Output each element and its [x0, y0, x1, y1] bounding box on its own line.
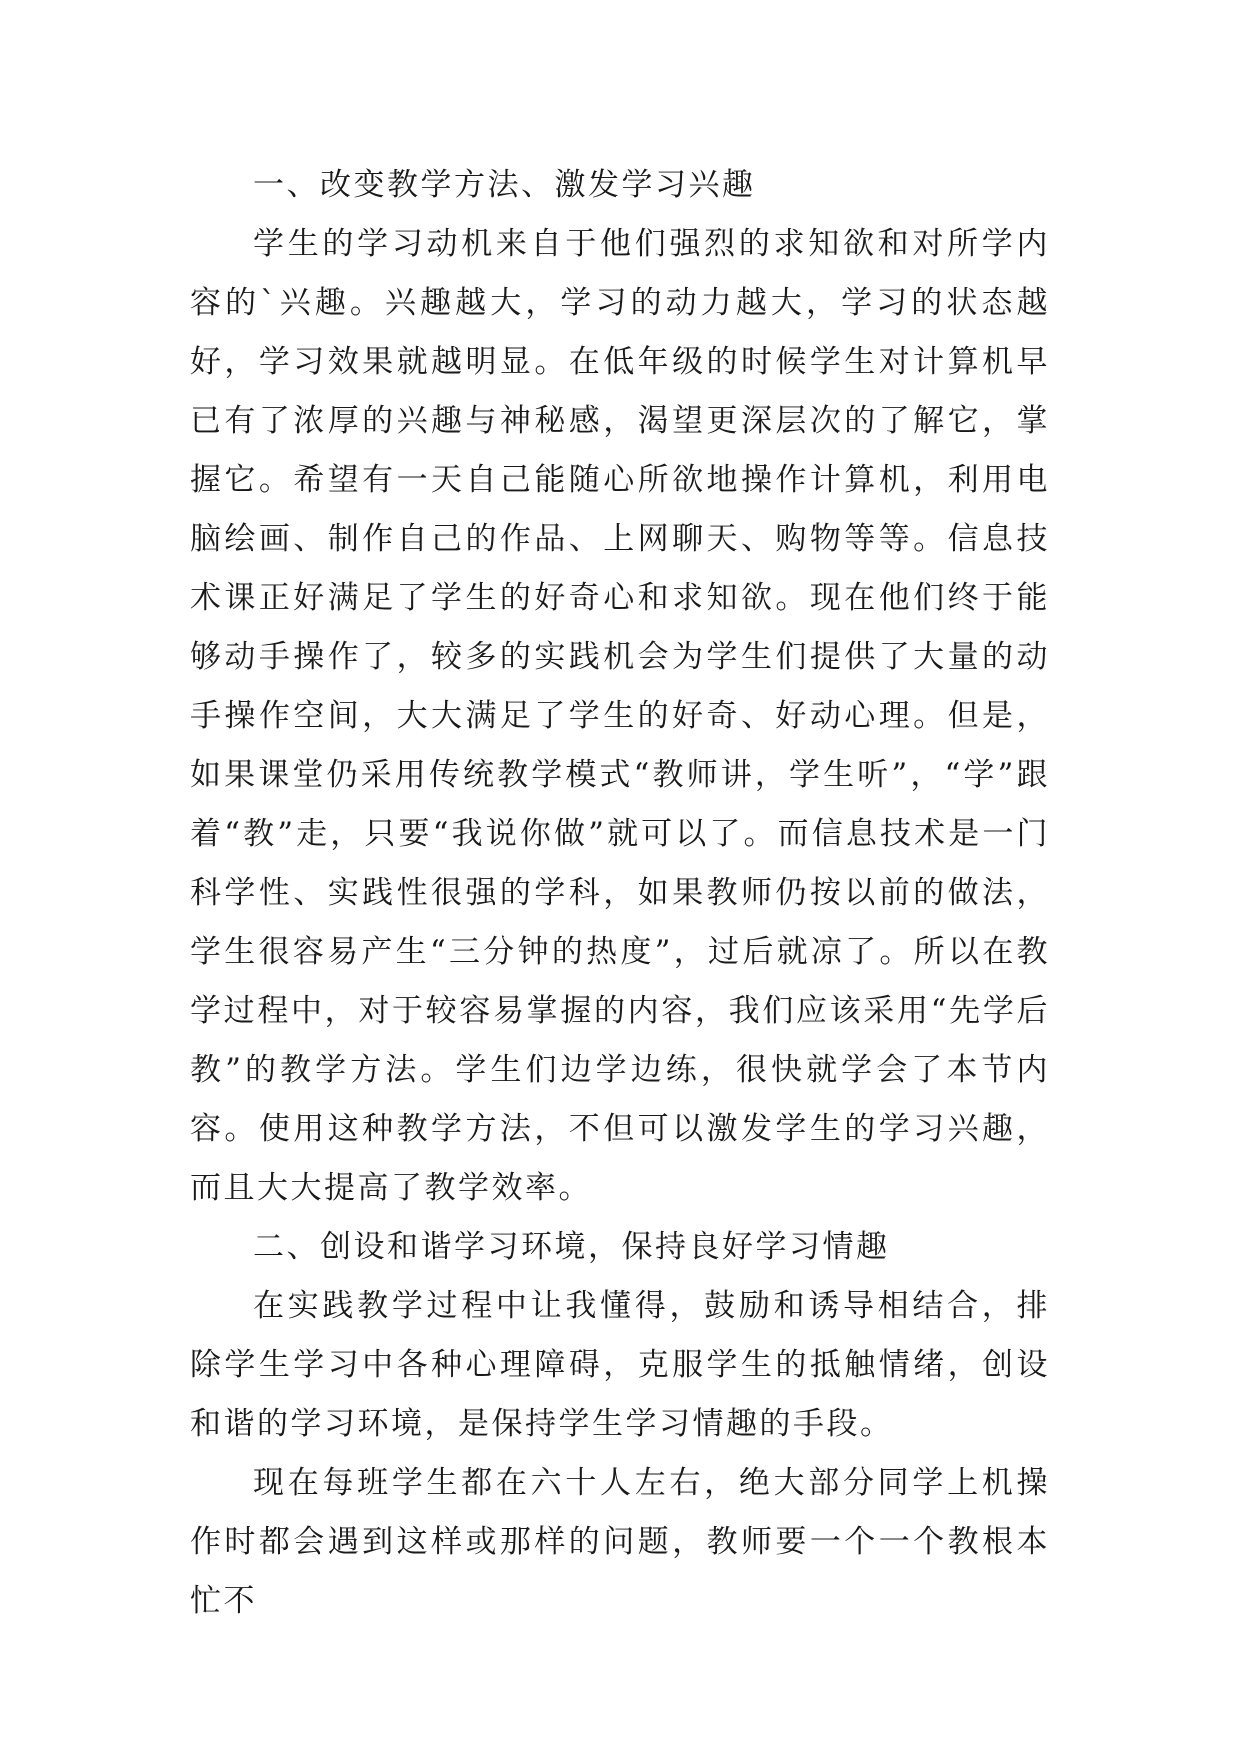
- section-heading-2: 二、创设和谐学习环境，保持良好学习情趣: [253, 1229, 890, 1265]
- section-heading-1: 一、改变教学方法、激发学习兴趣: [253, 167, 756, 203]
- document-body: [190, 156, 1050, 1631]
- paragraph-2: 在实践教学过程中让我懂得，鼓励和诱导相结合，排除学生学习中各种心理障碍，克服学生的抵触情绪，创设和谐的学习环境，是保持学生学习情趣的手段。: [190, 1288, 1050, 1442]
- paragraph-1: 学生的学习动机来自于他们强烈的求知欲和对所学内容的`兴趣。兴趣越大，学习的动力越大，学习的状态越好，学习效果就越明显。在低年级的时候学生对计算机早已有了浓厚的兴趣与神秘感，渴望更深层次的了解它，掌握它。希望有一天自己能随心所欲地操作计算机，利用电脑绘画、制作自己的作品、上网聊天、购物等等。信息技术课正好满足了学生的好奇心和求知欲。现在他们终于能够动手操作了，较多的实践机会为学生们提供了大量的动手操作空间，大大满足了学生的好奇、好动心理。但是，如果课堂仍采用传统教学模式“教师讲，学生听”，“学”跟着“教”走，只要“我说你做”就可以了。而信息技术是一门科学性、实践性很强的学科，如果教师仍按以前的做法，学生很容易产生“三分钟的热度”，过后就凉了。所以在教学过程中，对于较容易掌握的内容，我们应该采用“先学后教”的教学方法。学生们边学边练，很快就学会了本节内容。使用这种教学方法，不但可以激发学生的学习兴趣，而且大大提高了教学效率。: [190, 226, 1050, 1206]
- paragraph-3: 现在每班学生都在六十人左右，绝大部分同学上机操作时都会遇到这样或那样的问题，教师要一个一个教根本忙不: [190, 1465, 1050, 1619]
